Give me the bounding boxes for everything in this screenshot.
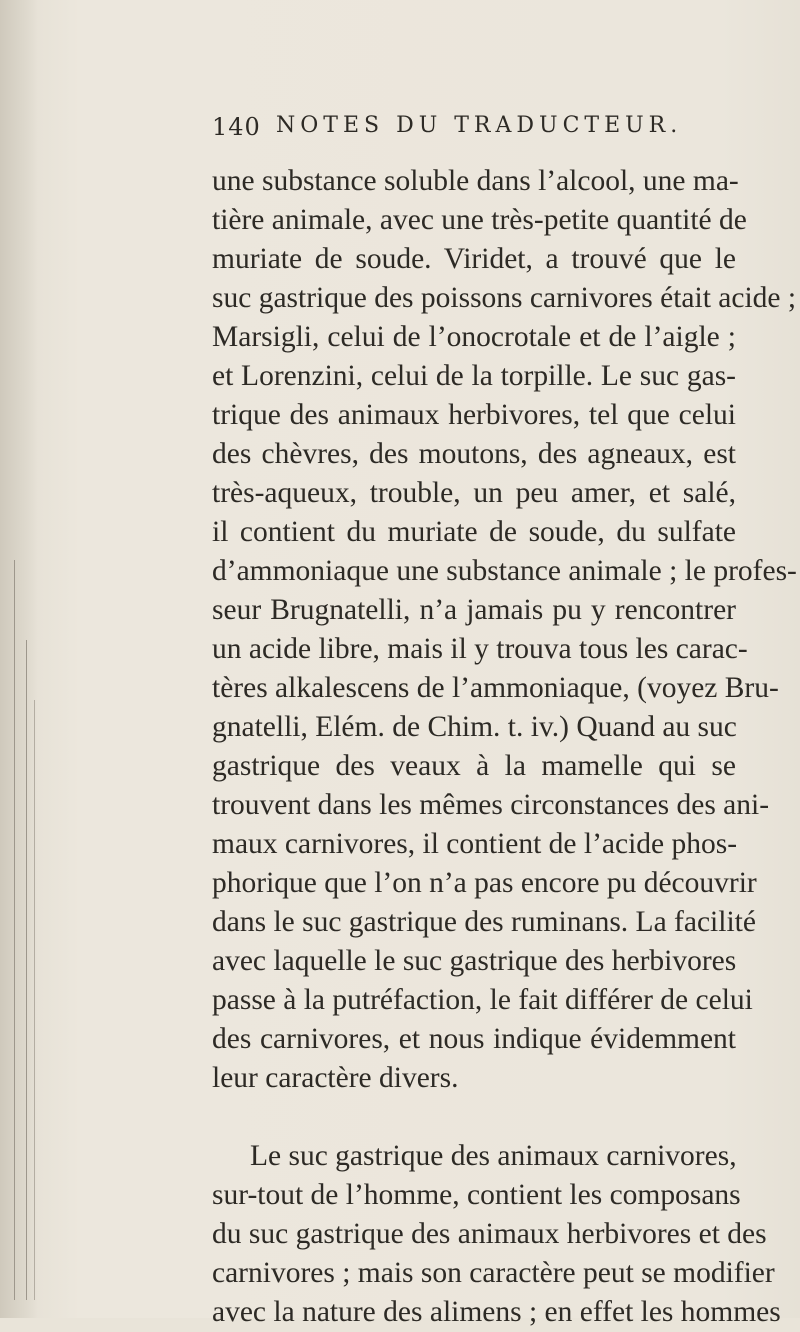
page-number: 140 (212, 113, 261, 141)
text-line: dans le suc gastrique des ruminans. La facilité (212, 906, 756, 938)
page-edge-line (26, 640, 27, 1300)
page-edge-line (34, 700, 35, 1300)
text-line: d’ammoniaque une substance animale ; le profes- (212, 555, 797, 587)
text-line: très-aqueux, trouble, un peu amer, et salé, (212, 477, 736, 509)
text-line: des carnivores, et nous indique évidemment (212, 1023, 736, 1055)
text-line: sur-tout de l’homme, contient les composans (212, 1179, 741, 1211)
text-line: Marsigli, celui de l’onocrotale et de l’aigle ; (212, 321, 736, 353)
paragraph-gap (212, 1098, 736, 1137)
text-line: passe à la putréfaction, le fait différer de celui (212, 984, 753, 1016)
page-spine-shadow (0, 0, 38, 1318)
paragraph-2 (212, 1137, 781, 1332)
text-line: gnatelli, Elém. de Chim. t. iv.) Quand au suc (212, 711, 737, 743)
text-line: avec la nature des alimens ; en effet les hommes (212, 1296, 781, 1328)
text-line: trique des animaux herbivores, tel que celui (212, 399, 736, 431)
running-title: NOTES DU TRADUCTEUR. (276, 113, 683, 138)
text-line: un acide libre, mais il y trouva tous les carac- (212, 633, 748, 665)
text-line: une substance soluble dans l’alcool, une ma- (212, 165, 739, 197)
page-header (212, 113, 732, 147)
text-line: Le suc gastrique des animaux carnivores, (250, 1140, 737, 1172)
text-line: maux carnivores, il contient de l’acide phos- (212, 828, 738, 860)
text-line: avec laquelle le suc gastrique des herbivores (212, 945, 737, 977)
text-line: et Lorenzini, celui de la torpille. Le suc gas- (212, 360, 736, 392)
text-line: carnivores ; mais son caractère peut se modifier (212, 1257, 775, 1289)
text-line: seur Brugnatelli, n’a jamais pu y rencontrer (212, 594, 736, 626)
text-line: suc gastrique des poissons carnivores était acide ; (212, 282, 797, 314)
text-line: tière animale, avec une très-petite quantité de (212, 204, 747, 236)
body-text (212, 162, 797, 1332)
text-line: gastrique des veaux à la mamelle qui se (212, 750, 736, 782)
text-line: leur caractère divers. (212, 1062, 459, 1094)
text-line: tères alkalescens de l’ammoniaque, (voyez Bru- (212, 672, 779, 704)
page-edge-line (14, 560, 15, 1300)
text-line: des chèvres, des moutons, des agneaux, est (212, 438, 736, 470)
text-line: du suc gastrique des animaux herbivores et des (212, 1218, 767, 1250)
paragraph-1 (212, 162, 797, 1098)
text-line: muriate de soude. Viridet, a trouvé que le (212, 243, 736, 275)
text-line: trouvent dans les mêmes circonstances des ani- (212, 789, 770, 821)
text-line: phorique que l’on n’a pas encore pu découvrir (212, 867, 757, 899)
text-line: il contient du muriate de soude, du sulfate (212, 516, 736, 548)
